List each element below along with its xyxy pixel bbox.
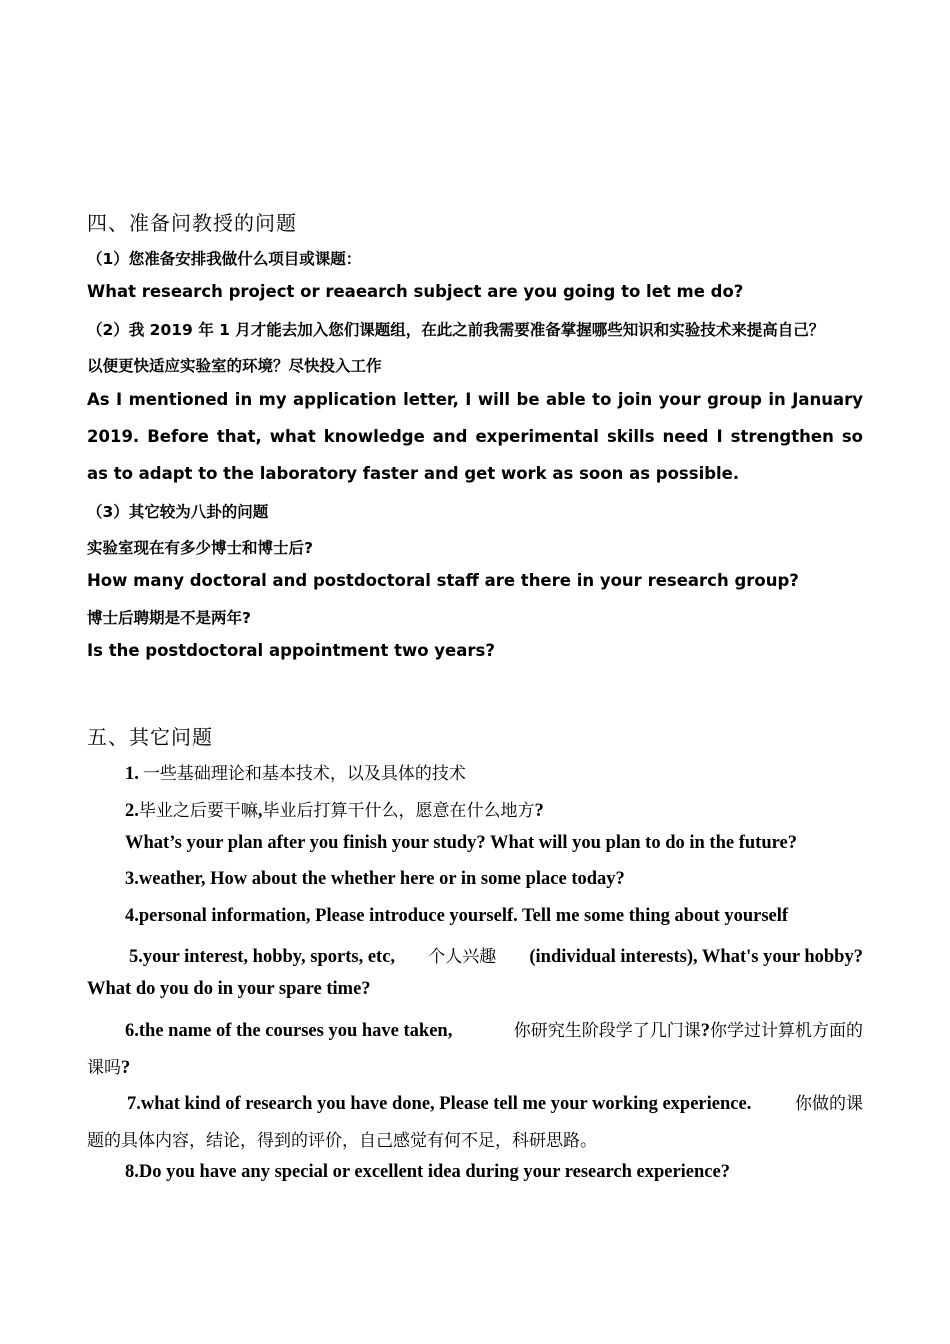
item-1-number: 1. xyxy=(125,764,139,784)
question-3b-en: Is the postdoctoral appointment two years? xyxy=(87,641,495,660)
item-5-line-1 xyxy=(129,942,863,968)
question-2-zh-line-2: 以便更快适应实验室的环境？尽快投入工作 xyxy=(87,357,382,375)
section-4-heading: 四、准备问教授的问题 xyxy=(87,211,297,235)
question-2-zh-line-1: （2）我 2019 年 1 月才能去加入您们课题组，在此之前我需要准备掌握哪些知识和实验技术来提高自己？ xyxy=(87,321,825,339)
item-5-en-part-1: 5.your interest, hobby, sports, etc, xyxy=(129,947,396,967)
item-7-zh-part-1: 你做的课 xyxy=(795,1094,863,1114)
question-3a-zh: 实验室现在有多少博士和博士后? xyxy=(87,539,313,557)
question-3b-zh: 博士后聘期是不是两年? xyxy=(87,609,251,627)
question-2-en-line-3: as to adapt to the laboratory faster and get work as soon as possible. xyxy=(87,464,740,483)
item-7-en: 7.what kind of research you have done, Please tell me your working experience. xyxy=(127,1094,752,1114)
item-6-question-mark-2: ? xyxy=(121,1058,131,1078)
question-2-en-line-2: 2019. Before that, what knowledge and experimental skills need I strengthen so xyxy=(87,427,863,446)
item-5-en-part-2: (individual interests), What's your hobby? xyxy=(529,947,863,967)
item-6-zh-part-2: 你学过计算机方面的 xyxy=(710,1021,863,1041)
item-2-en: What’s your plan after you finish your study? What will you plan to do in the future? xyxy=(125,833,797,853)
item-5-zh: 个人兴趣 xyxy=(428,947,497,967)
item-8: 8.Do you have any special or excellent idea during your research experience? xyxy=(125,1162,730,1182)
item-6-en: 6.the name of the courses you have taken, xyxy=(125,1021,453,1041)
item-1-text: 一些基础理论和基本技术，以及具体的技术 xyxy=(142,764,466,784)
item-6-question-mark-1: ? xyxy=(700,1021,710,1041)
question-1-zh: （1）您准备安排我做什么项目或课题： xyxy=(87,250,362,268)
item-2 xyxy=(125,796,544,822)
item-2-zh-part-2: 毕业后打算干什么，愿意在什么地方 xyxy=(262,801,535,821)
item-6-line-1 xyxy=(125,1016,863,1042)
item-2-comma: , xyxy=(257,801,263,821)
item-7-line-1 xyxy=(127,1089,863,1115)
item-3: 3.weather, How about the whether here or in some place today? xyxy=(125,869,625,889)
question-3-zh: （3）其它较为八卦的问题 xyxy=(87,503,269,521)
item-4: 4.personal information, Please introduce yourself. Tell me some thing about yourself xyxy=(125,906,789,926)
item-2-number: 2. xyxy=(125,801,139,821)
item-7-line-2: 题的具体内容，结论，得到的评价，自己感觉有何不足，科研思路。 xyxy=(87,1131,597,1151)
item-6-zh-part-3: 课吗 xyxy=(87,1058,121,1078)
question-2-en-line-1: As I mentioned in my application letter, I will be able to join your group in January xyxy=(87,390,863,409)
item-2-zh-part-1: 毕业之后要干嘛 xyxy=(138,801,258,821)
item-6-zh-part-1: 你研究生阶段学了几门课 xyxy=(513,1021,701,1041)
question-1-en: What research project or reaearch subject are you going to let me do? xyxy=(87,282,744,301)
section-5-heading: 五、其它问题 xyxy=(87,725,213,749)
item-5-line-2: What do you do in your spare time? xyxy=(87,979,371,999)
question-3a-en: How many doctoral and postdoctoral staff are there in your research group? xyxy=(87,571,799,590)
item-2-question-mark: ? xyxy=(534,801,544,821)
item-6-line-2 xyxy=(87,1053,130,1079)
item-1 xyxy=(125,759,466,785)
